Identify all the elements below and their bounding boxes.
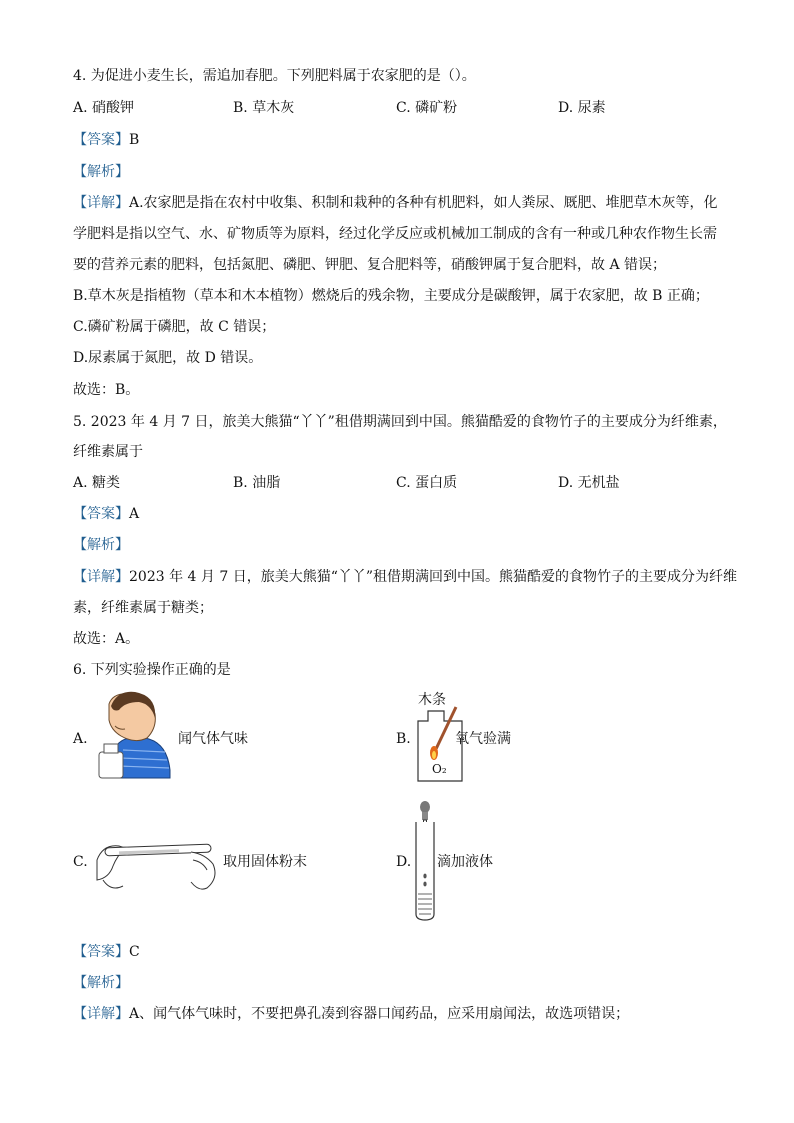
answer-value: C (129, 944, 140, 960)
detail-text: 2023 年 4 月 7 日，旅美大熊猫“丫丫”租借期满回到中国。熊猫酷爱的食物竹子的主要成分为纤维 (129, 569, 738, 585)
q4-option-d: D. 尿素 (558, 100, 606, 116)
powder-sampling-illustration (95, 830, 220, 895)
q5-detail-line-1 (73, 567, 737, 587)
q5-option-a: A. 糖类 (73, 475, 121, 491)
q6-answer (73, 942, 140, 962)
q5-stem-line-2: 纤维素属于 (73, 444, 143, 460)
detail-text: A.农家肥是指在农村中收集、积制和栽种的各种有机肥料，如人粪尿、厩肥、堆肥草木灰等，化 (129, 195, 718, 211)
q6-option-d-letter: D. (396, 854, 412, 870)
q4-option-a: A. 硝酸钾 (73, 100, 135, 116)
q5-answer (73, 504, 139, 524)
q6-option-b-letter: B. (396, 731, 411, 747)
detail-label: 【详解】 (73, 195, 129, 211)
q6-analysis-label: 【解析】 (73, 975, 129, 991)
q6-option-c-caption: 取用固体粉末 (223, 854, 307, 870)
q4-detail-line-3: 要的营养元素的肥料，包括氮肥、磷肥、钾肥、复合肥料等，硝酸钾属于复合肥料，故 A 错误； (73, 257, 667, 273)
detail-text: A、闻气体气味时，不要把鼻孔凑到容器口闻药品，应采用扇闻法，故选项错误； (129, 1006, 630, 1022)
q5-stem-line-1: 5. 2023 年 4 月 7 日，旅美大熊猫“丫丫”租借期满回到中国。熊猫酷爱的食物竹子的主要成分为纤维素， (73, 414, 727, 430)
q4-stem: 4. 为促进小麦生长，需追加春肥。下列肥料属于农家肥的是（）。 (73, 68, 476, 84)
q6-option-b-caption: 氧气验满 (455, 731, 511, 747)
q4-detail-line-4: B.草木灰是指植物（草本和木本植物）燃烧后的残余物，主要成分是碳酸钾，属于农家肥，故 B 正确； (73, 288, 709, 304)
q5-detail-line-2: 素，纤维素属于糖类； (73, 600, 213, 616)
q4-detail-line-5: C.磷矿粉属于磷肥，故 C 错误； (73, 319, 276, 335)
q5-option-b: B. 油脂 (233, 475, 281, 491)
o2-label: O₂ (432, 762, 447, 776)
q5-conclusion: 故选：A。 (73, 631, 140, 647)
answer-label: 【答案】 (73, 944, 129, 960)
q4-detail-line-1 (73, 193, 718, 213)
q5-analysis-label: 【解析】 (73, 537, 129, 553)
q4-option-b: B. 草木灰 (233, 100, 295, 116)
detail-label: 【详解】 (73, 1006, 129, 1022)
q4-detail-line-6: D.尿素属于氮肥，故 D 错误。 (73, 350, 263, 366)
detail-label: 【详解】 (73, 569, 129, 585)
q6-option-c-letter: C. (73, 854, 88, 870)
q5-option-c: C. 蛋白质 (396, 475, 458, 491)
answer-value: B (129, 132, 140, 148)
q4-detail-line-2: 学肥料是指以空气、水、矿物质等为原料，经过化学反应或机械加工制成的含有一种或几种农作物生长需 (73, 226, 717, 242)
q6-detail-line-1 (73, 1004, 629, 1024)
answer-value: A (129, 506, 140, 522)
q4-analysis-label: 【解析】 (73, 164, 129, 180)
q6-option-b-top-label: 木条 (418, 692, 446, 708)
q4-answer (73, 130, 139, 150)
q4-option-c: C. 磷矿粉 (396, 100, 458, 116)
q5-option-d: D. 无机盐 (558, 475, 620, 491)
q4-conclusion: 故选：B。 (73, 382, 140, 398)
answer-label: 【答案】 (73, 132, 129, 148)
smelling-gas-illustration (95, 690, 175, 780)
answer-label: 【答案】 (73, 506, 129, 522)
dropper-illustration (410, 800, 440, 922)
q6-stem: 6. 下列实验操作正确的是 (73, 662, 231, 678)
q6-option-a-caption: 闻气体气味 (178, 731, 248, 747)
q6-option-d-caption: 滴加液体 (437, 854, 493, 870)
q6-option-a-letter: A. (73, 731, 88, 747)
